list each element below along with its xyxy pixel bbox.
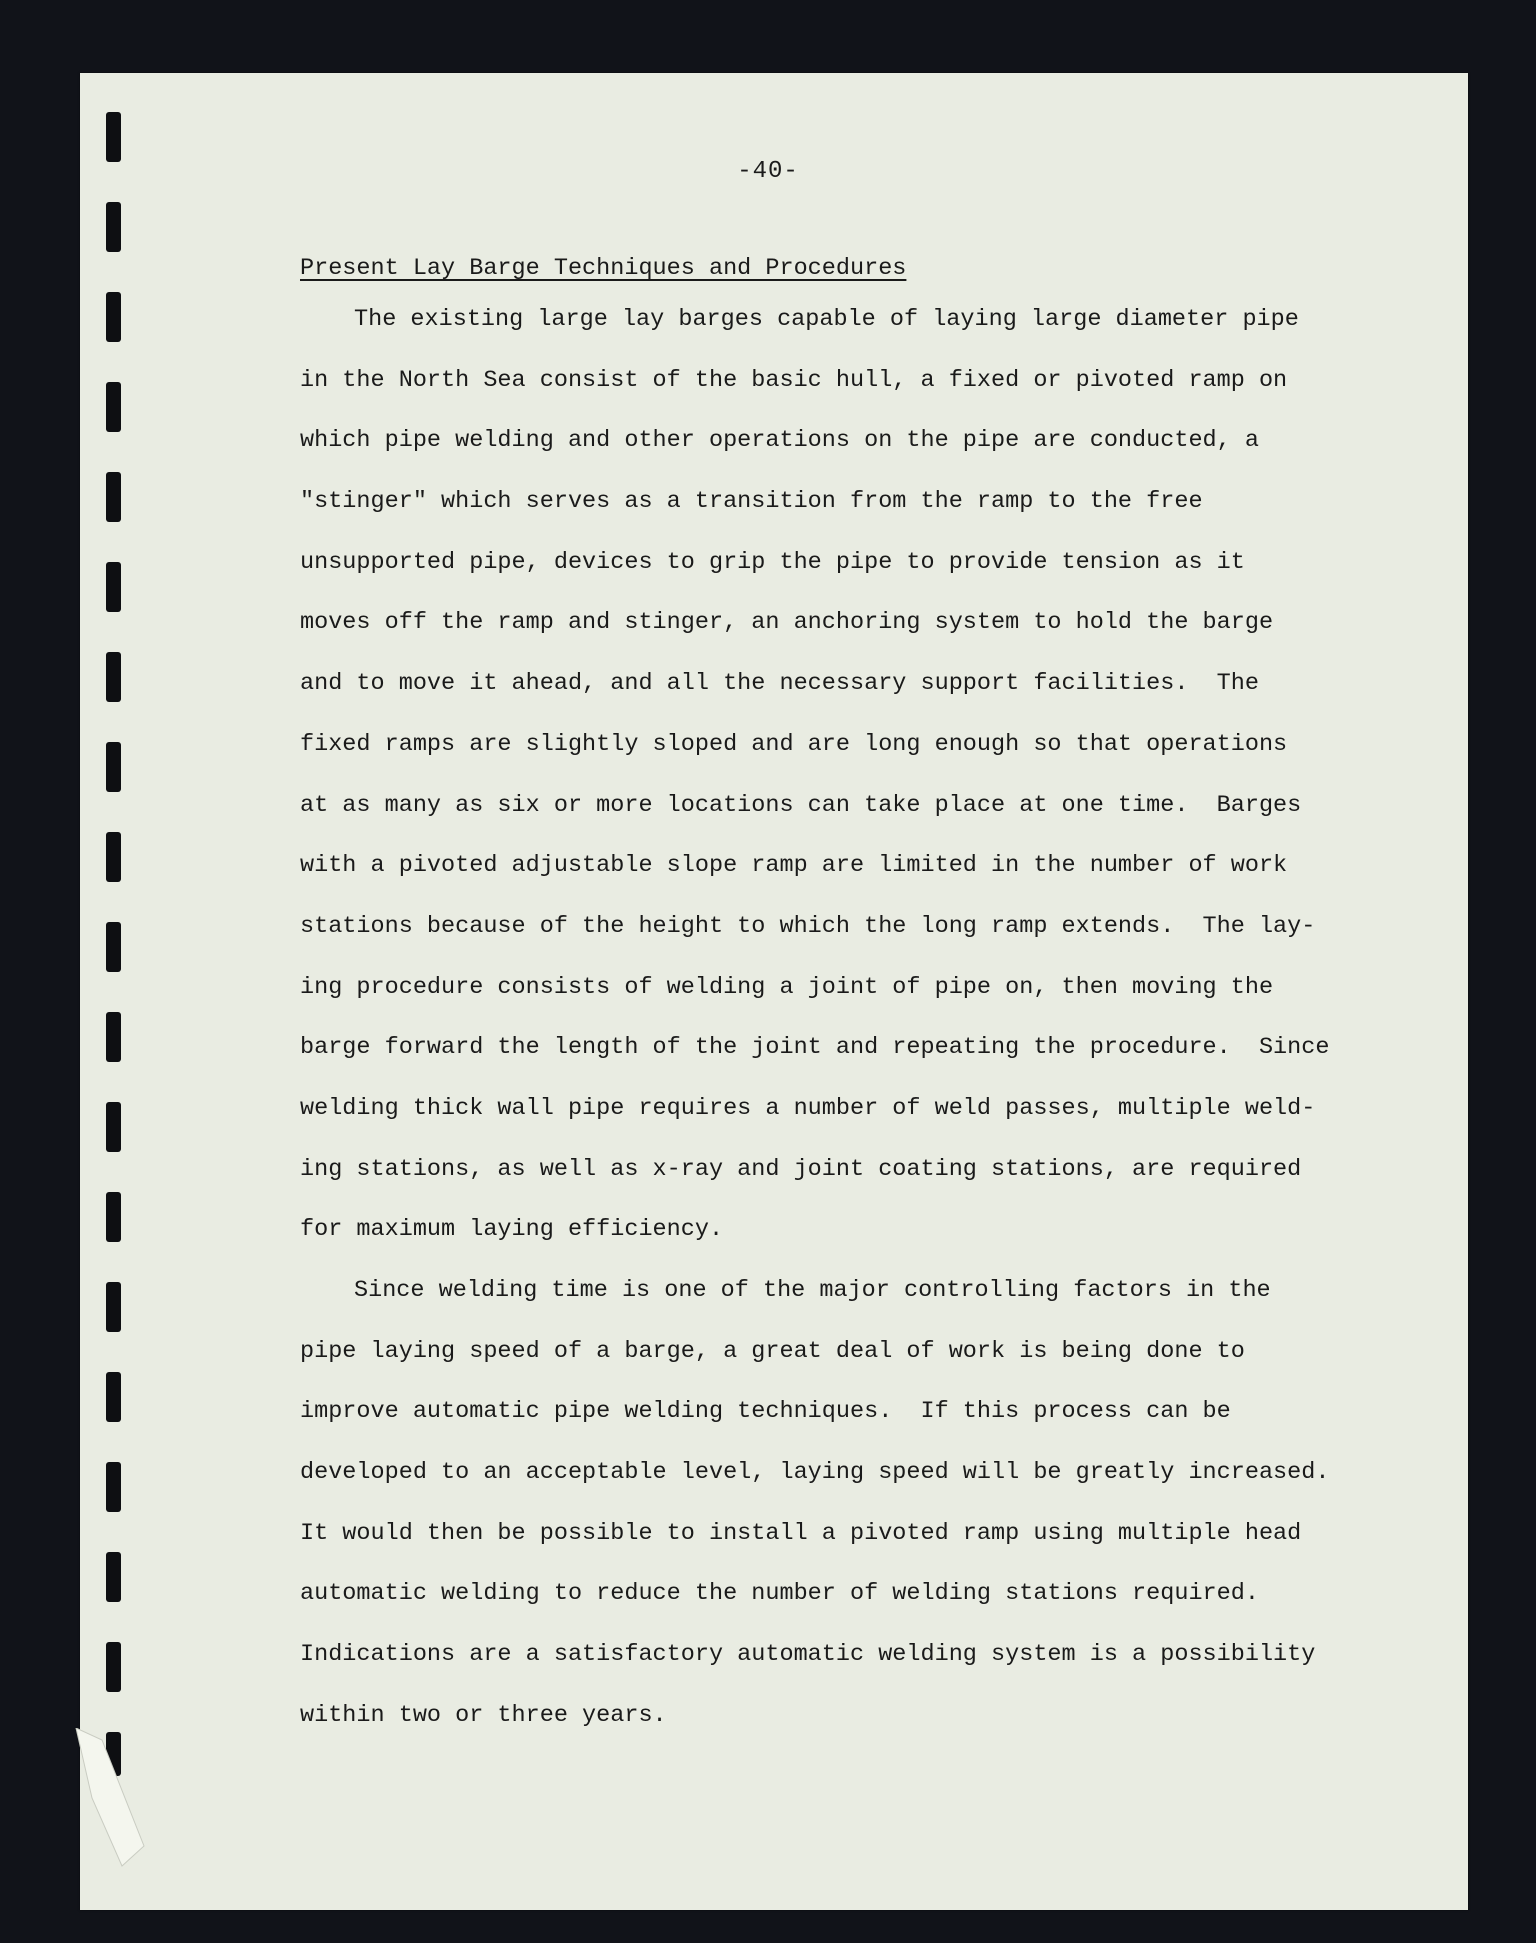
binder-hole [106, 382, 121, 432]
text-line: ing procedure consists of welding a joint of pipe on, then moving the [300, 973, 1274, 1001]
text-line: for maximum laying efficiency. [300, 1216, 724, 1244]
text-line: with a pivoted adjustable slope ramp are limited in the number of work [300, 852, 1288, 880]
binder-hole [106, 472, 121, 522]
binder-hole [106, 1282, 121, 1332]
binder-hole [106, 1642, 121, 1692]
text-line: improve automatic pipe welding techniques. If this process can be [300, 1398, 1231, 1426]
section-heading: Present Lay Barge Techniques and Procedures [300, 255, 907, 282]
binder-hole [106, 652, 121, 702]
text-line: barge forward the length of the joint and repeating the procedure. Since [300, 1034, 1330, 1062]
binder-hole [106, 1552, 121, 1602]
document-body [300, 248, 1330, 1747]
binder-hole [106, 922, 121, 972]
text-line: at as many as six or more locations can take place at one time. Barges [300, 791, 1302, 819]
binder-hole [106, 1372, 121, 1422]
binder-hole [106, 742, 121, 792]
text-line: Indications are a satisfactory automatic welding system is a possibility [300, 1641, 1316, 1669]
binder-hole [106, 112, 121, 162]
binder-hole [106, 292, 121, 342]
text-line: developed to an acceptable level, laying speed will be greatly increased. [300, 1459, 1330, 1487]
text-line: moves off the ramp and stinger, an anchoring system to hold the barge [300, 609, 1274, 637]
text-line: stations because of the height to which the long ramp extends. The lay- [300, 912, 1316, 940]
text-line: automatic welding to reduce the number of welding stations required. [300, 1580, 1259, 1608]
text-line: within two or three years. [300, 1701, 667, 1729]
text-line: and to move it ahead, and all the necessary support facilities. The [300, 670, 1259, 698]
text-line: "stinger" which serves as a transition from the ramp to the free [300, 488, 1203, 516]
text-line: in the North Sea consist of the basic hull, a fixed or pivoted ramp on [300, 366, 1288, 394]
text-line: welding thick wall pipe requires a number of weld passes, multiple weld- [300, 1094, 1316, 1122]
binder-hole [106, 202, 121, 252]
paragraph [300, 290, 1330, 1261]
binder-hole [106, 562, 121, 612]
torn-corner [72, 1728, 162, 1868]
binder-holes [106, 112, 122, 1872]
text-line: unsupported pipe, devices to grip the pipe to provide tension as it [300, 548, 1245, 576]
binder-hole [106, 1012, 121, 1062]
text-line: which pipe welding and other operations on the pipe are conducted, a [300, 427, 1259, 455]
text-line: fixed ramps are slightly sloped and are long enough so that operations [300, 730, 1288, 758]
text-line: The existing large lay barges capable of laying large diameter pipe [354, 306, 1299, 333]
text-line: ing stations, as well as x-ray and joint coating stations, are required [300, 1155, 1302, 1183]
binder-hole [106, 832, 121, 882]
text-line: It would then be possible to install a pivoted ramp using multiple head [300, 1519, 1302, 1547]
text-line: Since welding time is one of the major controlling factors in the [354, 1277, 1271, 1304]
binder-hole [106, 1192, 121, 1242]
paragraph [300, 1261, 1330, 1747]
binder-hole [106, 1462, 121, 1512]
binder-hole [106, 1102, 121, 1152]
text-line: pipe laying speed of a barge, a great deal of work is being done to [300, 1337, 1245, 1365]
page-number: -40- [737, 158, 799, 185]
